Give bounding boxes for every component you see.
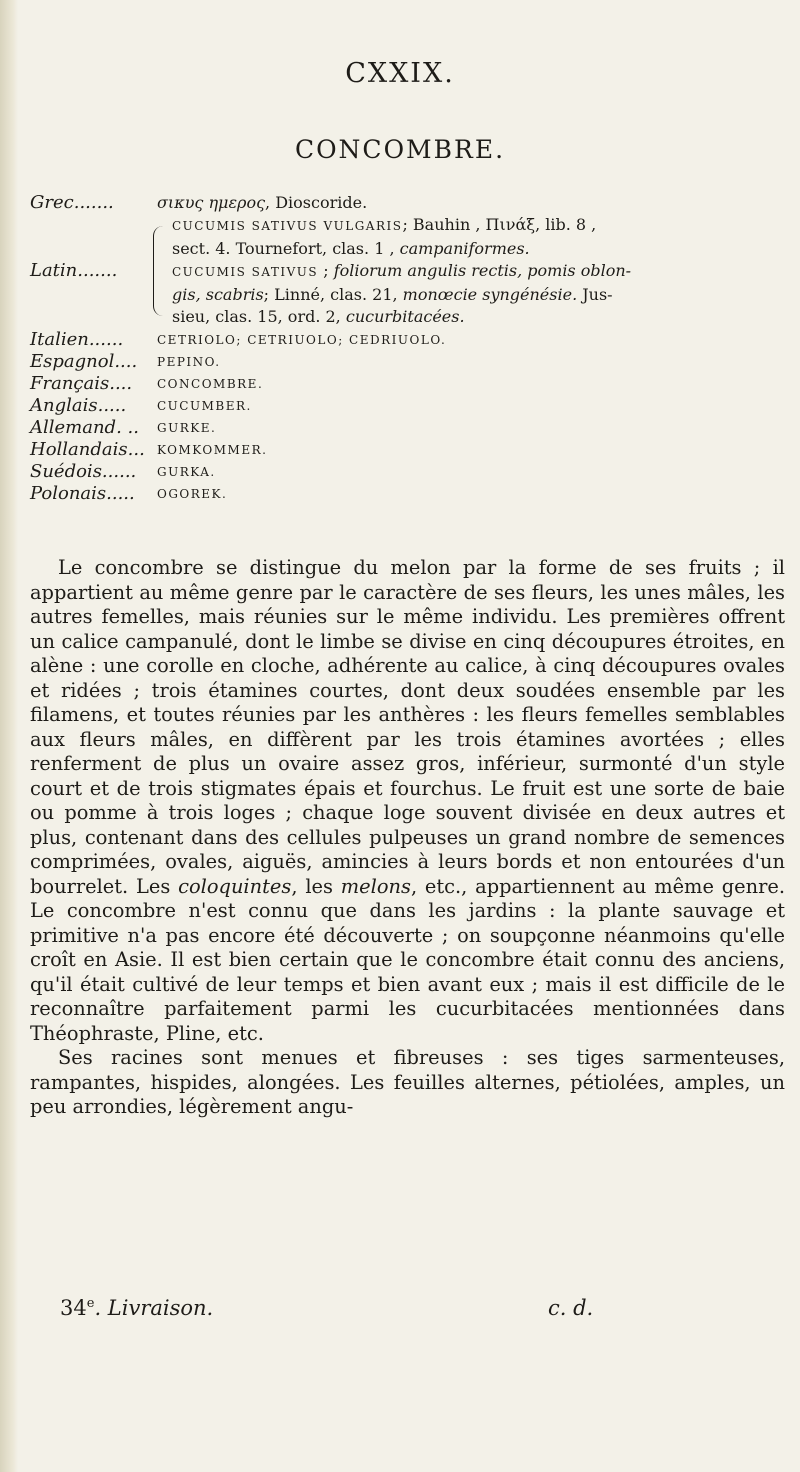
language-label: Italien......: [30, 328, 124, 350]
name-row-polonais: [30, 483, 775, 505]
latin-synonym: CUCUMIS SATIVUS VULGARIS: [172, 219, 403, 233]
livraison-label: . Livraison.: [94, 1296, 214, 1320]
name-row-grec: [30, 192, 775, 214]
latin-line-5: [172, 306, 631, 329]
name-value: CUCUMBER.: [157, 398, 252, 413]
page-number: CXXIX.: [345, 58, 455, 89]
latin-class: cucurbitacées.: [345, 307, 465, 326]
name-row-suedois: [30, 461, 775, 483]
latin-description: foliorum angulis rectis, pomis oblon-: [333, 261, 632, 280]
name-row-anglais: [30, 395, 775, 417]
paragraph-1: [30, 556, 785, 1046]
page-binding-edge: [0, 0, 18, 1472]
italic-term: coloquintes: [178, 874, 292, 898]
name-value: CETRIOLO; CETRIUOLO; CEDRIUOLO.: [157, 332, 447, 347]
latin-reference: ; Bauhin , Πινάξ, lib. 8 ,: [402, 215, 597, 234]
latin-reference: Jus-: [577, 284, 613, 304]
latin-reference: sieu, clas. 15, ord. 2,: [172, 307, 346, 326]
latin-synonym: CUCUMIS SATIVUS: [172, 265, 319, 279]
name-row-latin: [30, 214, 775, 329]
name-row-espagnol: [30, 351, 775, 373]
livraison-number: 34: [60, 1296, 87, 1320]
curly-brace: [153, 226, 168, 316]
latin-line-2: [172, 238, 631, 261]
separator: ;: [318, 261, 334, 280]
latin-line-3: [172, 260, 631, 284]
latin-description: gis, scabris: [172, 284, 264, 304]
livraison-mark: [60, 1296, 213, 1320]
language-label: Polonais.....: [30, 482, 135, 504]
name-value: GURKE.: [157, 420, 217, 435]
language-label: Latin.......: [30, 260, 118, 282]
name-value: KOMKOMMER.: [157, 442, 268, 457]
name-row-hollandais: [30, 439, 775, 461]
language-label: Espagnol....: [30, 350, 138, 372]
name-value: CONCOMBRE.: [157, 376, 264, 391]
latin-line-1: [172, 214, 631, 238]
latin-synonyms: [172, 214, 631, 329]
name-value: PEPINO.: [157, 354, 221, 369]
livraison-superscript: e: [86, 1296, 95, 1311]
greek-name: σικυς ημερος: [157, 193, 266, 212]
paragraph-text: Le concombre se distingue du melon par la forme de ses fruits ; il appartient au même genre par le caractère de ses fleurs, les unes mâles, les autres femelles, mais réunies sur le même individu. Les premières offrent un calice campanulé, dont le limbe se divise en cinq découpures étroites, en alène : une corolle en cloche, adhérente au calice, à cinq découpures ovales et ridées ; trois étamines courtes, dont deux soudées ensemble par les filamens, et toutes réunies par les anthères : les fleurs femelles semblables aux fleurs mâles, en diffèrent par les trois étamines avortées ; elles renferment de plus un ovaire assez gros, inférieur, surmonté d'un style court et de trois stigmates épais et fourchus. Le fruit est une sorte de baie ou pomme à trois loges ; chaque loge souvent divisée en deux autres et plus, contenant dans des cellules pulpeuses un grand nombre de semences comprimées, ovales, aiguës, amincies à leurs bords et non entourées d'un bourrelet. Les: [30, 556, 785, 898]
name-value: [157, 192, 367, 214]
paragraph-text: , etc., appartiennent au même genre. Le concombre n'est connu que dans les jardins : la plante sauvage et primitive n'a pas encore été découverte ; on soupçonne néanmoins qu'elle croît en Asie. Il est bien certain que le concombre était connu des anciens, qu'il était cultivé de leur temps et bien avant eux ; mais il est difficile de le reconnaître parfaitement parmi les cucurbitacées mentionnées dans Théophraste, Pline, etc.: [30, 874, 786, 1045]
paragraph-2: Ses racines sont menues et fibreuses : ses tiges sarmenteuses, rampantes, hispides, alongées. Les feuilles alternes, pétiolées, amples, un peu arrondies, légèrement angu-: [30, 1046, 785, 1118]
name-row-italien: [30, 329, 775, 351]
italic-term: melons: [340, 874, 411, 898]
language-label: Allemand. ..: [30, 416, 139, 438]
description-body: [30, 556, 785, 1120]
greek-source: , Dioscoride.: [265, 193, 368, 212]
paragraph-text: , les: [291, 874, 341, 898]
latin-reference: ; Linné, clas. 21,: [263, 284, 403, 304]
latin-line-4: [172, 284, 631, 307]
name-value: GURKA.: [157, 464, 216, 479]
signature-initials: c. d.: [548, 1296, 594, 1320]
latin-class: campaniformes.: [399, 238, 530, 258]
language-label: Grec.......: [30, 192, 114, 213]
page-title: CONCOMBRE.: [294, 135, 506, 164]
language-label: Hollandais...: [30, 438, 145, 460]
latin-class: monœcie syngénésie.: [402, 284, 578, 304]
name-value: OGOREK.: [157, 486, 228, 501]
language-label: Suédois......: [30, 460, 137, 482]
name-row-francais: [30, 373, 775, 395]
latin-reference: sect. 4. Tournefort, clas. 1 ,: [172, 238, 400, 258]
language-label: Anglais.....: [30, 394, 127, 416]
language-label: Français....: [30, 372, 133, 394]
vernacular-names-list: [30, 192, 775, 505]
name-row-allemand: [30, 417, 775, 439]
